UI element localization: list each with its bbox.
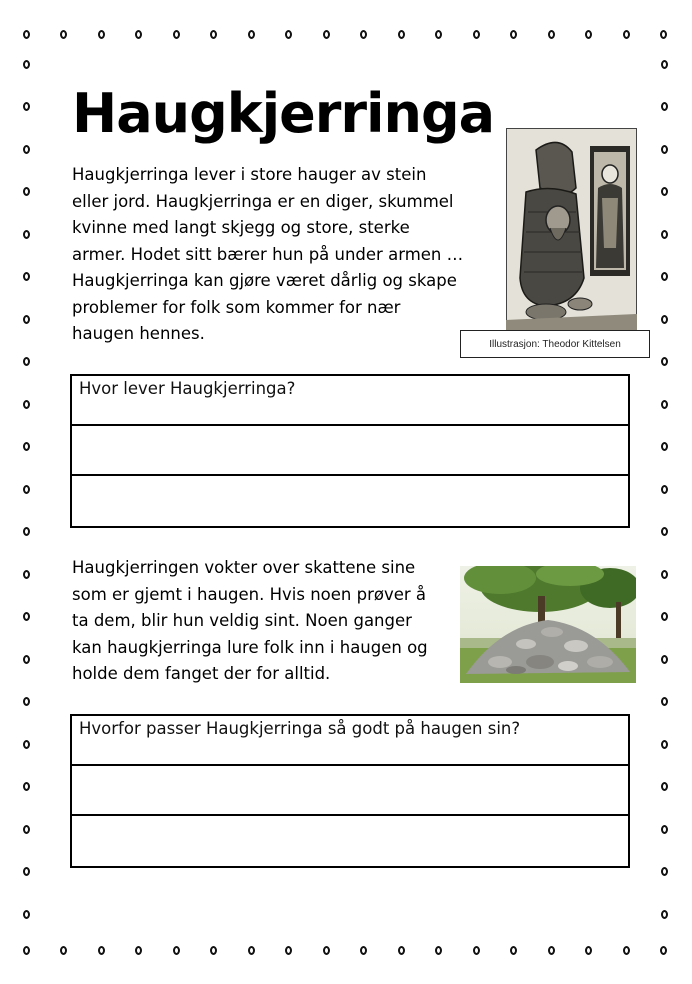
border-dot xyxy=(135,30,142,39)
question-box-1 xyxy=(70,374,630,528)
border-dot xyxy=(510,30,517,39)
border-dot xyxy=(661,612,668,621)
border-dot xyxy=(248,946,255,955)
border-dot xyxy=(585,30,592,39)
answer-line[interactable] xyxy=(72,426,628,476)
border-dot xyxy=(623,30,630,39)
border-dot xyxy=(98,30,105,39)
border-dot xyxy=(210,946,217,955)
border-dot xyxy=(473,30,480,39)
border-dot xyxy=(398,946,405,955)
border-dot xyxy=(398,30,405,39)
border-dot xyxy=(98,946,105,955)
border-dot xyxy=(661,655,668,664)
text-line: Haugkjerringen vokter over skattene sine xyxy=(72,558,416,577)
border-dot xyxy=(661,230,668,239)
border-dot xyxy=(173,946,180,955)
border-dot xyxy=(285,946,292,955)
border-dot xyxy=(23,740,30,749)
border-dot xyxy=(510,946,517,955)
intro-paragraph xyxy=(72,162,463,348)
border-dot xyxy=(661,145,668,154)
text-line: kvinne med langt skjegg og store, sterke xyxy=(72,218,410,237)
border-dot xyxy=(661,527,668,536)
border-dot xyxy=(23,230,30,239)
text-line: Haugkjerringa lever i store hauger av stein xyxy=(72,165,427,184)
border-dot xyxy=(660,946,667,955)
border-dot xyxy=(23,612,30,621)
border-dot xyxy=(23,527,30,536)
border-dot xyxy=(23,655,30,664)
answer-line[interactable] xyxy=(72,816,628,866)
border-dot xyxy=(435,946,442,955)
border-dot xyxy=(23,570,30,579)
border-dot xyxy=(23,485,30,494)
border-dot xyxy=(210,30,217,39)
text-line: holde dem fanget der for alltid. xyxy=(72,664,331,683)
border-dot xyxy=(23,697,30,706)
border-dot xyxy=(23,145,30,154)
question-text: Hvor lever Haugkjerringa? xyxy=(72,376,628,426)
border-dot xyxy=(23,867,30,876)
border-dot xyxy=(23,442,30,451)
border-dot xyxy=(661,400,668,409)
border-dot xyxy=(23,910,30,919)
border-dot xyxy=(23,30,30,39)
border-dot xyxy=(323,30,330,39)
border-dot xyxy=(23,825,30,834)
text-line: kan haugkjerringa lure folk inn i haugen og xyxy=(72,637,428,657)
question-text: Hvorfor passer Haugkjerringa så godt på haugen sin? xyxy=(72,716,628,766)
border-dot xyxy=(661,867,668,876)
text-line: Haugkjerringa kan gjøre været dårlig og skape xyxy=(72,271,457,290)
border-dot xyxy=(285,30,292,39)
border-dot xyxy=(661,570,668,579)
border-dot xyxy=(23,187,30,196)
border-dot xyxy=(173,30,180,39)
answer-line[interactable] xyxy=(72,476,628,526)
text-line: ta dem, blir hun veldig sint. Noen ganger xyxy=(72,611,412,630)
text-line: problemer for folk som kommer for nær xyxy=(72,297,401,317)
border-dot xyxy=(661,315,668,324)
border-dot xyxy=(23,946,30,955)
illustration-caption: Illustrasjon: Theodor Kittelsen xyxy=(460,330,650,358)
text-line: eller jord. Haugkjerringa er en diger, skummel xyxy=(72,191,454,211)
border-dot xyxy=(23,102,30,111)
border-dot xyxy=(661,910,668,919)
border-dot xyxy=(661,740,668,749)
border-dot xyxy=(623,946,630,955)
border-dot xyxy=(585,946,592,955)
border-dot xyxy=(23,782,30,791)
border-dot xyxy=(360,946,367,955)
border-dot xyxy=(548,946,555,955)
border-dot xyxy=(473,946,480,955)
border-dot xyxy=(23,272,30,281)
border-dot xyxy=(360,30,367,39)
border-dot xyxy=(661,60,668,69)
border-dot xyxy=(23,60,30,69)
text-line: som er gjemt i haugen. Hvis noen prøver å xyxy=(72,584,427,604)
border-dot xyxy=(661,102,668,111)
border-dot xyxy=(435,30,442,39)
border-dot xyxy=(661,187,668,196)
question-box-2 xyxy=(70,714,630,868)
border-dot xyxy=(60,946,67,955)
border-dot xyxy=(23,315,30,324)
border-dot xyxy=(661,825,668,834)
border-dot xyxy=(23,400,30,409)
text-line: haugen hennes. xyxy=(72,324,205,343)
border-dot xyxy=(661,442,668,451)
text-line: armer. Hodet sitt bærer hun på under armen … xyxy=(72,244,464,264)
troll-woman-illustration xyxy=(506,128,637,330)
border-dot xyxy=(135,946,142,955)
border-dot xyxy=(323,946,330,955)
treasure-paragraph xyxy=(72,555,428,688)
border-dot xyxy=(248,30,255,39)
stone-mound-photo xyxy=(460,566,636,683)
border-dot xyxy=(661,782,668,791)
border-dot xyxy=(548,30,555,39)
border-dot xyxy=(661,272,668,281)
answer-line[interactable] xyxy=(72,766,628,816)
border-dot xyxy=(660,30,667,39)
border-dot xyxy=(60,30,67,39)
border-dot xyxy=(23,357,30,366)
border-dot xyxy=(661,357,668,366)
border-dot xyxy=(661,485,668,494)
border-dot xyxy=(661,697,668,706)
page-title: Haugkjerringa xyxy=(72,82,495,145)
